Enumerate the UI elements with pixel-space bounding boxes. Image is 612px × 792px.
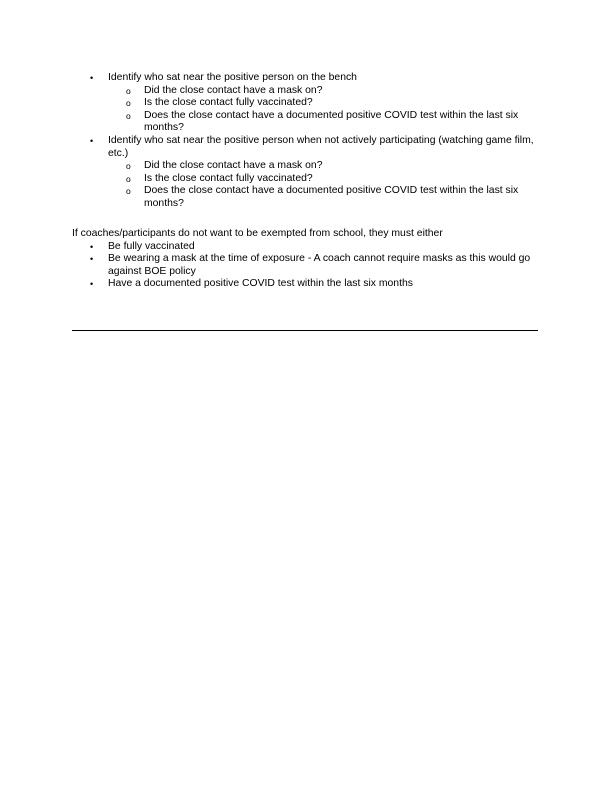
list-item-text: Be fully vaccinated	[108, 240, 195, 252]
list-item	[72, 241, 542, 254]
sub-list-item	[108, 173, 542, 186]
sub-list-item	[108, 85, 542, 98]
list-item-text: Be wearing a mask at the time of exposure - A coach cannot require masks as this would go against BOE policy	[108, 253, 531, 277]
bullet-icon: •	[90, 73, 94, 83]
sub-bullet-icon: o	[126, 173, 131, 184]
exemption-paragraph: If coaches/participants do not want to be exempted from school, they must either	[72, 228, 443, 239]
close-contact-checklist	[72, 72, 542, 211]
list-item-text: Have a documented positive COVID test within the last six months	[108, 278, 413, 290]
bullet-icon: •	[90, 254, 94, 265]
sub-list-item	[108, 160, 542, 173]
sub-bullet-icon: o	[126, 85, 131, 96]
sub-list-item-text: Is the close contact fully vaccinated?	[144, 97, 313, 109]
bullet-icon: •	[90, 241, 94, 252]
sub-list	[108, 160, 542, 210]
list-item	[72, 278, 542, 291]
sub-list-item-text: Did the close contact have a mask on?	[144, 84, 323, 96]
bullet-icon: •	[90, 279, 94, 290]
horizontal-rule	[72, 330, 538, 331]
sub-bullet-icon: o	[126, 161, 131, 172]
list-item	[72, 135, 542, 211]
list-item	[72, 253, 542, 278]
list-item-text: Identify who sat near the positive person when not actively participating (watching game film, etc.)	[108, 134, 534, 159]
sub-bullet-icon: o	[126, 110, 131, 121]
sub-list-item-text: Is the close contact fully vaccinated?	[144, 172, 313, 184]
sub-list-item-text: Does the close contact have a documented positive COVID test within the last six months?	[144, 185, 519, 209]
list-item-text: Identify who sat near the positive person on the bench	[108, 72, 357, 83]
sub-bullet-icon: o	[126, 186, 131, 197]
sub-list-item-text: Does the close contact have a documented positive COVID test within the last six months?	[144, 109, 519, 134]
bullet-icon: •	[90, 135, 94, 146]
sub-list-item	[108, 97, 542, 110]
list-item	[72, 72, 542, 135]
sub-list-item-text: Did the close contact have a mask on?	[144, 160, 323, 172]
sub-bullet-icon: o	[126, 98, 131, 109]
sub-list	[108, 85, 542, 135]
sub-list-item	[108, 110, 542, 135]
exemption-conditions-list	[72, 241, 542, 291]
sub-list-item	[108, 185, 542, 210]
